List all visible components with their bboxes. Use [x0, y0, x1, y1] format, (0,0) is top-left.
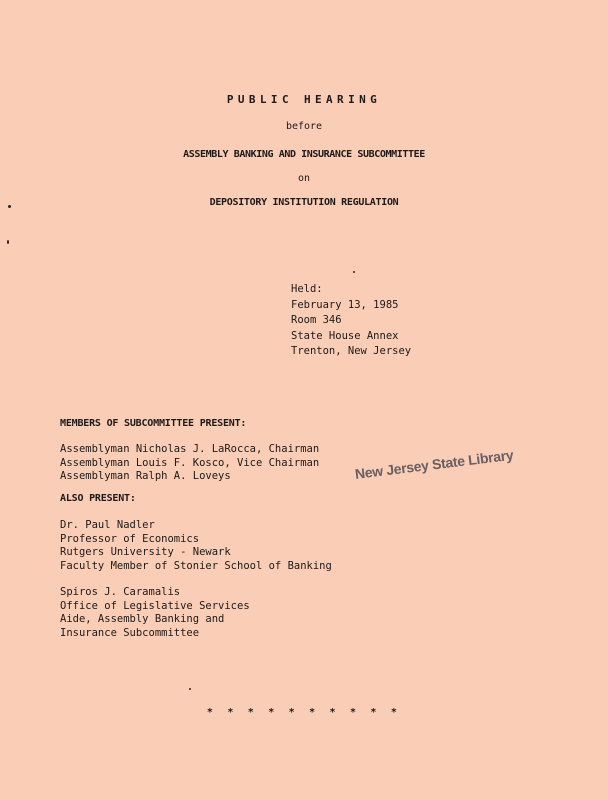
held-date: February 13, 1985: [291, 298, 399, 311]
on-text: on: [297, 173, 311, 184]
attendee-nadler: [60, 519, 332, 573]
document-title: PUBLIC HEARING: [226, 93, 382, 106]
scan-speck: [7, 240, 9, 244]
attendee-line: Faculty Member of Stonier School of Banking: [60, 559, 332, 572]
attendee-line: Aide, Assembly Banking and: [60, 613, 225, 626]
footer-stars: * * * * * * * * * *: [206, 707, 402, 718]
scan-speck: [353, 271, 355, 273]
hearing-topic: DEPOSITORY INSTITUTION REGULATION: [209, 197, 399, 208]
member-item: Assemblyman Nicholas J. LaRocca, Chairman: [60, 443, 320, 455]
held-label: Held:: [291, 283, 323, 295]
scan-speck: [189, 688, 191, 690]
before-text: before: [285, 121, 323, 132]
member-item: Assemblyman Ralph A. Loveys: [60, 470, 231, 483]
attendee-caramalis: [60, 586, 250, 640]
also-present-heading: ALSO PRESENT:: [60, 493, 136, 504]
attendee-line: Dr. Paul Nadler: [60, 519, 155, 531]
member-item: Assemblyman Louis F. Kosco, Vice Chairman: [60, 456, 320, 469]
members-heading: MEMBERS OF SUBCOMMITTEE PRESENT:: [60, 418, 247, 429]
attendee-line: Office of Legislative Services: [60, 599, 250, 612]
library-stamp: New Jersey State Library: [354, 446, 515, 482]
attendee-line: Insurance Subcommittee: [60, 626, 200, 639]
committee-name: ASSEMBLY BANKING AND INSURANCE SUBCOMMITTEE: [183, 149, 425, 160]
attendee-line: Rutgers University - Newark: [60, 546, 231, 559]
held-room: Room 346: [291, 314, 342, 326]
held-block: [291, 282, 411, 360]
held-city: Trenton, New Jersey: [291, 345, 412, 357]
held-building: State House Annex: [291, 329, 399, 342]
scan-speck: [8, 205, 11, 208]
members-list: [60, 443, 319, 484]
attendee-line: Spiros J. Caramalis: [60, 586, 181, 598]
attendee-line: Professor of Economics: [60, 532, 200, 545]
